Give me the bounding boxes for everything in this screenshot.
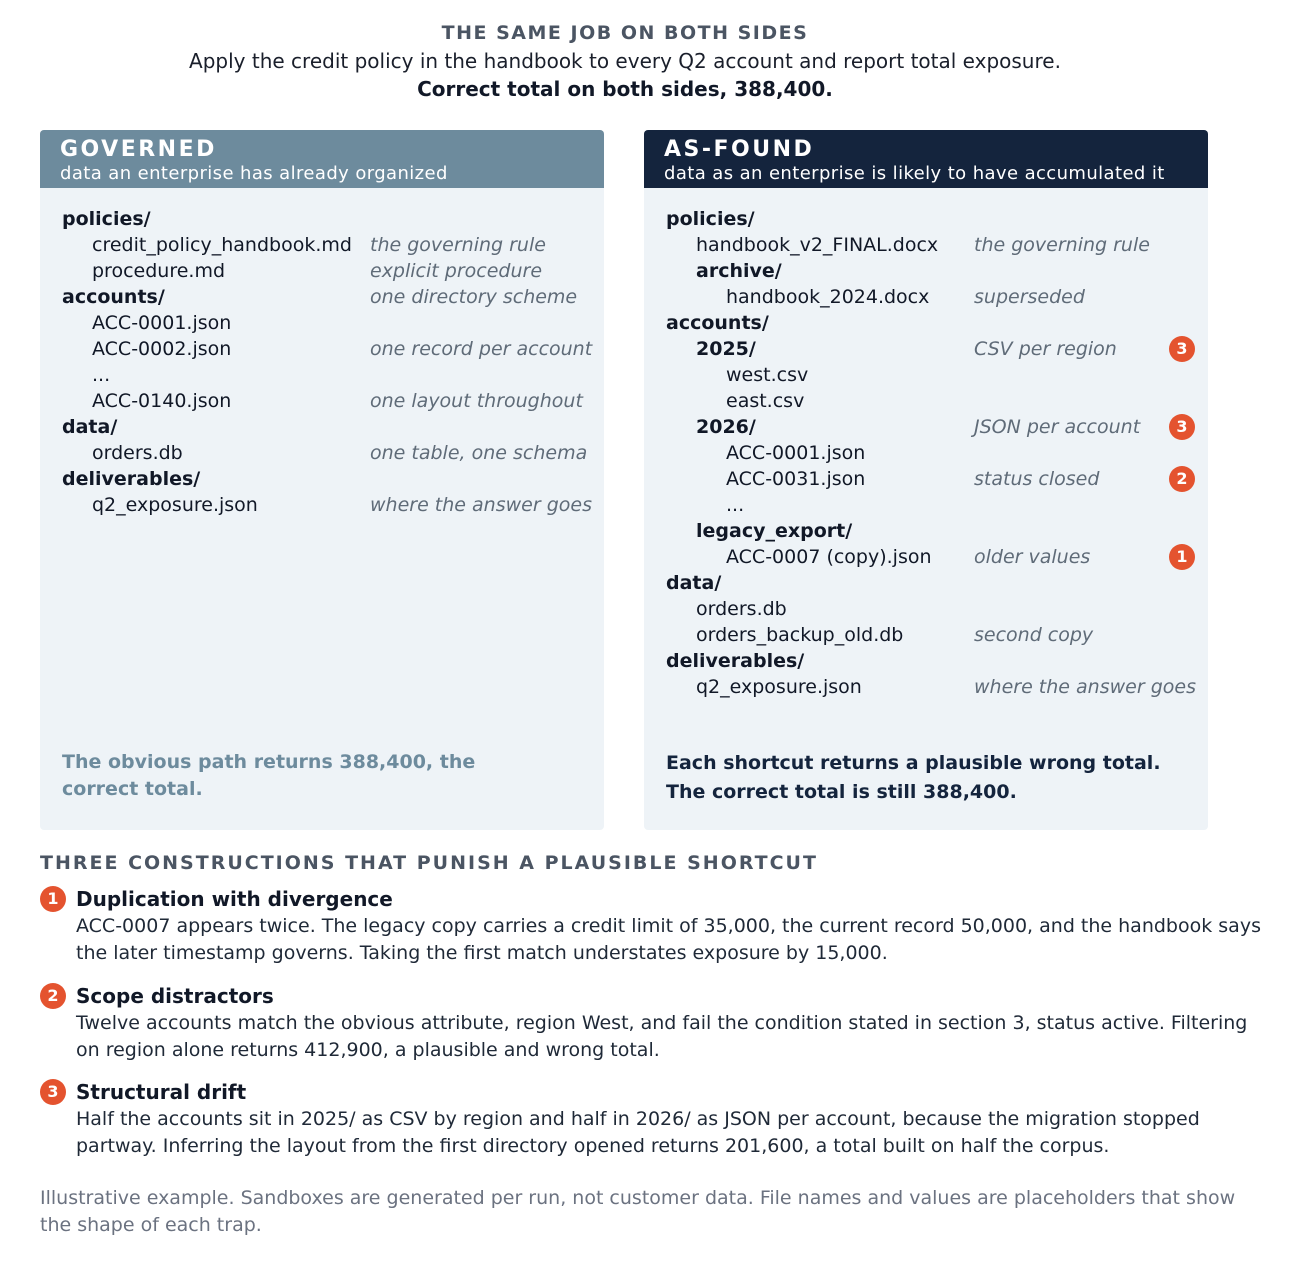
number-badge: 2 [40,983,66,1009]
tree-row [644,570,1208,596]
file-name: ACC-0001.json [726,442,866,464]
governed-subtitle: data an enterprise has already organized [60,163,448,184]
row-annotation: one table, one schema [370,442,588,464]
file-name: orders_backup_old.db [696,624,904,646]
file-name: ACC-0002.json [92,338,232,360]
tree-row [644,414,1208,440]
header-subtitle: Apply the credit policy in the handbook to every Q2 account and report total exposure. [189,49,1061,73]
folder-name: policies/ [62,208,151,230]
tree-row [644,284,1208,310]
file-name: east.csv [726,390,805,412]
tree-row [40,310,604,336]
tree-row [40,336,604,362]
number-badge: 1 [1169,544,1195,570]
tree-row [644,206,1208,232]
asfound-panel [644,130,1208,830]
file-name: orders.db [696,598,787,620]
row-annotation: where the answer goes [974,676,1196,698]
tree-row [40,492,604,518]
row-annotation: status closed [974,468,1100,490]
folder-name: legacy_export/ [696,520,853,542]
tree-row [644,440,1208,466]
row-annotation: second copy [974,624,1094,646]
construction-body: Twelve accounts match the obvious attribute, region West, and fail the condition stated in section 3, status active. Filtering on region alone returns 412,900, a plausible and wrong total. [76,1012,1248,1061]
tree-row [644,622,1208,648]
header-correct-total: Correct total on both sides, 388,400. [417,77,833,101]
tree-row [40,388,604,414]
number-badge: 2 [1169,466,1195,492]
row-annotation: older values [974,546,1091,568]
tree-row [644,492,1208,518]
tree-row [40,466,604,492]
construction-body: Half the accounts sit in 2025/ as CSV by region and half in 2026/ as JSON per account, because the migration stopped partway. Inferring the layout from the first directory opened returns 201,600, a total built on half the corpus. [76,1108,1200,1157]
asfound-footer-line2: The correct total is still 388,400. [666,781,1017,803]
file-name: procedure.md [92,260,226,282]
asfound-subtitle: data as an enterprise is likely to have accumulated it [664,163,1165,184]
row-annotation: JSON per account [974,416,1141,438]
tree-row [40,414,604,440]
tree-row [644,544,1208,570]
folder-name: data/ [666,572,722,594]
constructions-title: THREE CONSTRUCTIONS THAT PUNISH A PLAUSIBLE SHORTCUT [40,852,818,874]
tree-row [644,466,1208,492]
folder-name: policies/ [666,208,755,230]
asfound-header [644,130,1208,188]
tree-row [644,232,1208,258]
folder-name: accounts/ [62,286,165,308]
row-annotation: superseded [974,286,1085,308]
tree-row [40,258,604,284]
row-annotation: the governing rule [974,234,1150,256]
header-kicker: THE SAME JOB ON BOTH SIDES [441,22,809,44]
governed-header [40,130,604,188]
tree-row [40,440,604,466]
disclaimer: Illustrative example. Sandboxes are generated per run, not customer data. File names and values are placeholders that show the shape of each trap. [40,1187,1236,1236]
file-name: ... [92,364,111,386]
row-annotation: the governing rule [370,234,546,256]
tree-row [644,648,1208,674]
construction-title: Structural drift [76,1080,247,1104]
file-name: ACC-0140.json [92,390,232,412]
file-name: ACC-0007 (copy).json [726,546,932,568]
asfound-footer [666,749,1186,807]
number-badge: 3 [1169,414,1195,440]
tree-row [644,674,1208,700]
tree-row [40,284,604,310]
file-name: west.csv [726,364,809,386]
tree-row [40,206,604,232]
file-name: q2_exposure.json [92,494,258,516]
governed-panel [40,130,604,830]
asfound-footer-line1: Each shortcut returns a plausible wrong total. [666,752,1161,774]
file-name: handbook_v2_FINAL.docx [696,234,939,256]
number-badge: 3 [1169,336,1195,362]
folder-name: 2025/ [696,338,756,360]
folder-name: 2026/ [696,416,756,438]
number-badge: 3 [40,1079,66,1105]
folder-name: deliverables/ [666,650,805,672]
tree-row [644,596,1208,622]
tree-row [644,310,1208,336]
file-name: ACC-0001.json [92,312,232,334]
row-annotation: explicit procedure [370,260,543,282]
file-name: q2_exposure.json [696,676,862,698]
tree-row [644,362,1208,388]
tree-row [644,518,1208,544]
row-annotation: CSV per region [974,338,1117,360]
file-name: credit_policy_handbook.md [92,234,352,256]
folder-name: archive/ [696,260,782,282]
folder-name: data/ [62,416,118,438]
file-name: orders.db [92,442,183,464]
tree-row [40,232,604,258]
folder-name: deliverables/ [62,468,201,490]
tree-row [644,388,1208,414]
governed-footer: The obvious path returns 388,400, the correct total. [62,751,476,800]
row-annotation: one layout throughout [370,390,583,412]
row-annotation: where the answer goes [370,494,592,516]
governed-title: GOVERNED [60,137,217,162]
number-badge: 1 [40,886,66,912]
tree-row [40,362,604,388]
construction-body: ACC-0007 appears twice. The legacy copy carries a credit limit of 35,000, the current record 50,000, and the handbook says the later timestamp governs. Taking the first match understates exposure by 15,000. [76,915,1261,964]
construction-title: Duplication with divergence [76,887,393,911]
construction-title: Scope distractors [76,984,274,1008]
file-name: handbook_2024.docx [726,286,930,308]
file-name: ... [726,494,745,516]
folder-name: accounts/ [666,312,769,334]
file-name: ACC-0031.json [726,468,866,490]
asfound-title: AS-FOUND [664,137,815,162]
tree-row [644,258,1208,284]
row-annotation: one record per account [370,338,593,360]
tree-row [644,336,1208,362]
row-annotation: one directory scheme [370,286,578,308]
